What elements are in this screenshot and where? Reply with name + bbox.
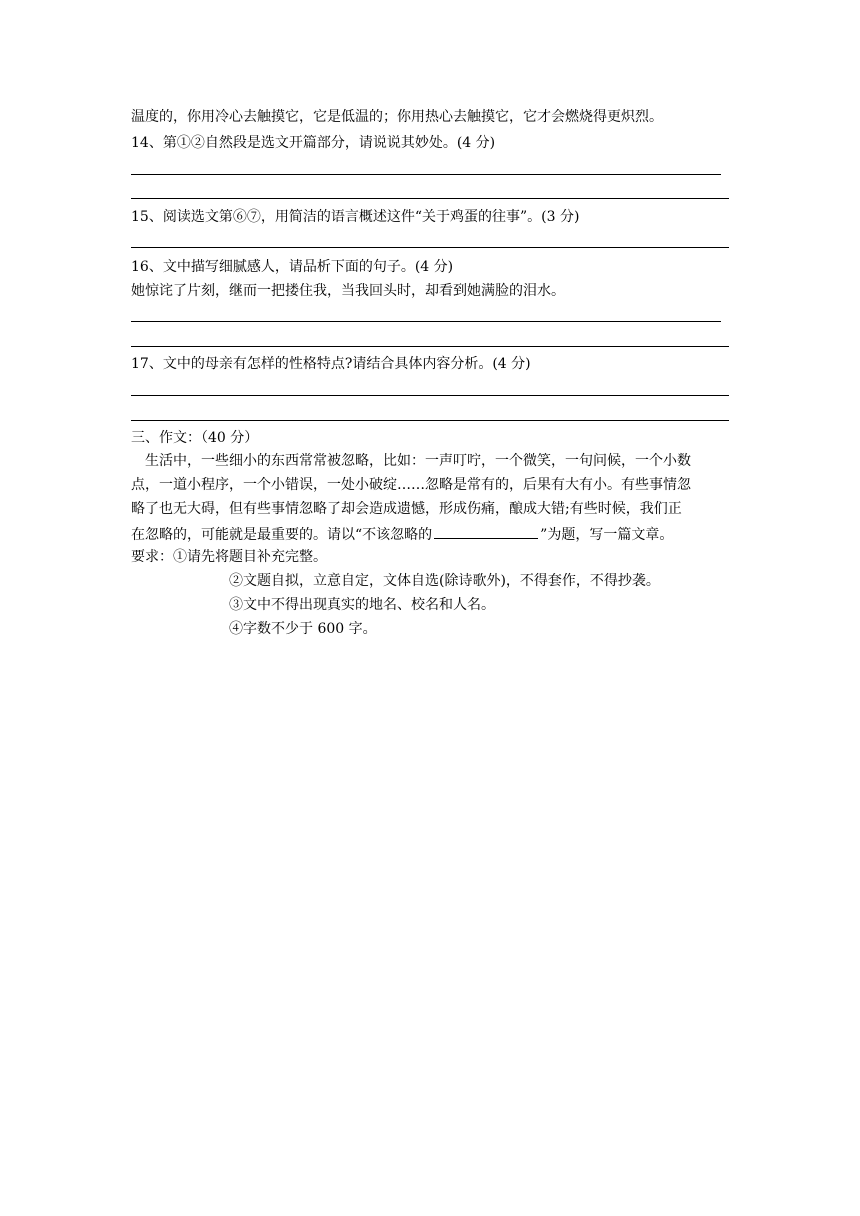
question-14: 14、第①②自然段是选文开篇部分，请说说其妙处。(4 分) [131, 135, 496, 151]
composition-prompt-line: 点，一道小程序，一个小错误，一处小破绽……忽略是常有的，后果有大有小。有些事情忽 [131, 477, 691, 493]
prompt-text-before-blank: 在忽略的，可能就是最重要的。请以“不该忽略的 [131, 527, 433, 543]
answer-line [131, 346, 729, 347]
requirement-1: 要求：①请先将题目补充完整。 [131, 549, 327, 565]
question-16: 16、文中描写细腻感人，请品析下面的句子。(4 分) [131, 259, 454, 275]
answer-line [131, 247, 729, 248]
answer-line [131, 420, 729, 421]
question-16-quote: 她惊诧了片刻，继而一把搂住我，当我回头时，却看到她满脸的泪水。 [131, 283, 565, 299]
answer-line [131, 198, 729, 199]
composition-heading: 三、作文：（40 分） [131, 430, 259, 446]
composition-prompt-line-4 [131, 524, 673, 544]
question-17: 17、文中的母亲有怎样的性格特点?请结合具体内容分析。(4 分) [131, 356, 531, 372]
requirement-4: ④字数不少于 600 字。 [229, 621, 377, 637]
answer-line [131, 174, 721, 175]
composition-prompt-line: 略了也无大碍，但有些事情忽略了却会造成遗憾，形成伤痛，酿成大错;有些时候，我们正 [131, 501, 682, 517]
question-15: 15、阅读选文第⑥⑦，用简洁的语言概述这件“关于鸡蛋的往事”。(3 分) [131, 209, 580, 225]
prompt-text-after-blank: ”为题，写一篇文章。 [540, 527, 674, 543]
answer-line [131, 395, 729, 396]
title-blank [434, 524, 538, 539]
passage-tail: 温度的，你用冷心去触摸它，它是低温的；你用热心去触摸它，它才会燃烧得更炽烈。 [131, 109, 663, 125]
answer-line [131, 321, 721, 322]
requirement-2: ②文题自拟，立意自定，文体自选(除诗歌外)，不得套作，不得抄袭。 [229, 573, 660, 589]
composition-prompt-line: 生活中，一些细小的东西常常被忽略，比如：一声叮咛，一个微笑，一句问候，一个小数 [145, 453, 691, 469]
requirement-3: ③文中不得出现真实的地名、校名和人名。 [229, 597, 495, 613]
